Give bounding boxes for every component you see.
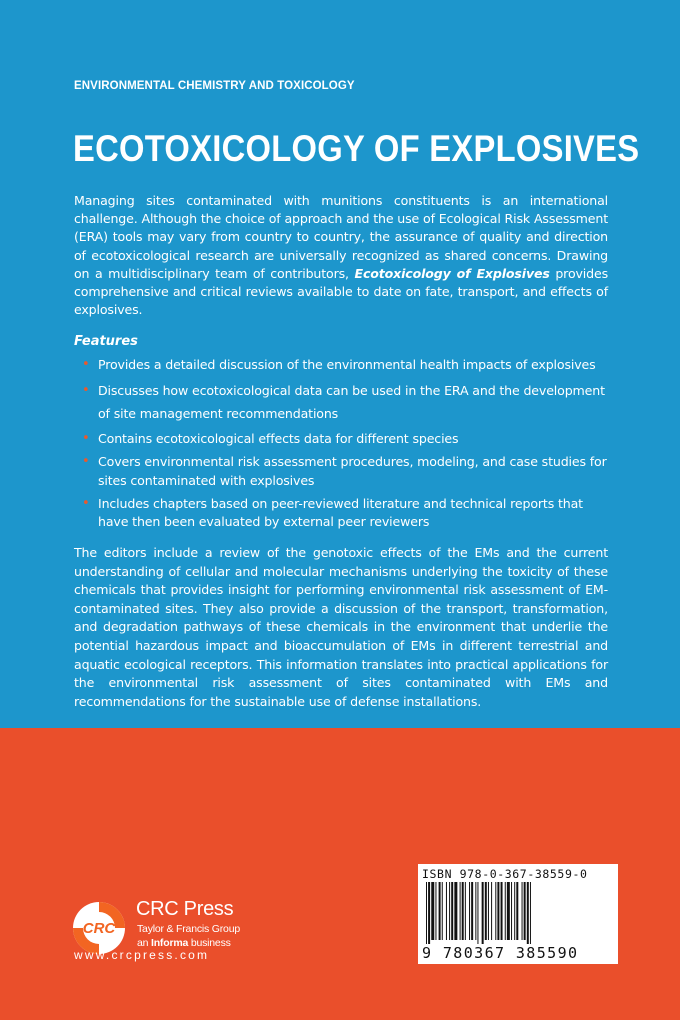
- barcode-bar: [446, 882, 447, 940]
- barcode-bar: [462, 882, 464, 940]
- feature-item: [78, 495, 608, 531]
- barcode-bar: [516, 882, 518, 940]
- crc-logo-icon: [72, 901, 126, 955]
- summary-paragraph: The editors include a review of the genotoxic effects of the EMs and the current understanding of cellular and molecular mechanisms underlying the toxicity of these chemicals that provides insight for performing environmental risk assessment of EM-contaminated sites. They also provide a discussion of the transport, transformation, and degradation pathways of these chemicals in the environment that underlie the potential hazardous impact and bioaccumulation of EMs in different terrestrial and aquatic ecological receptors. This information translates into practical applications for the environmental risk assessment of sites contaminated with EMs and recommendations for the sustainable use of defense installations.: [74, 545, 608, 709]
- barcode-bar: [428, 882, 430, 944]
- informa-brand: Informa: [151, 937, 189, 949]
- barcode-bar: [439, 882, 441, 940]
- isbn-label: ISBN 978-0-367-38559-0: [422, 867, 588, 881]
- bullet-icon: •: [82, 357, 90, 372]
- crc-logo-text: CRC: [82, 920, 116, 937]
- bullet-icon: •: [82, 431, 90, 447]
- publisher-group: Taylor & Francis Group: [137, 923, 240, 935]
- barcode-bar: [524, 882, 526, 940]
- barcode-bar: [507, 882, 510, 940]
- intro-paragraph: [74, 192, 608, 319]
- barcode-bar: [511, 882, 512, 940]
- informa-suffix: business: [188, 937, 231, 949]
- feature-text: Discusses how ecotoxicological data can be used in the ERA and the development of site management recommendations: [98, 383, 605, 422]
- features-list: [78, 356, 608, 536]
- barcode-bar: [501, 882, 503, 940]
- barcode-bar: [497, 882, 499, 940]
- informa-prefix: an: [137, 937, 151, 949]
- barcode-bar: [491, 882, 492, 940]
- barcode-bar: [514, 882, 515, 940]
- feature-text: Provides a detailed discussion of the environmental health impacts of explosives: [98, 357, 596, 372]
- barcode-bars: [424, 882, 612, 944]
- feature-item: [78, 356, 608, 374]
- publisher-name: CRC Press: [136, 898, 234, 920]
- barcode-bar: [495, 882, 496, 940]
- feature-item: [78, 430, 608, 448]
- intro-text-before: Managing sites contaminated with munitions constituents is an international challenge. Although the choice of approach and the use of Ecological Risk Assessment (ERA) tools may vary from country to country, the assurance of quality and direction of ecotoxicological research are universally recognized as shared concerns. Drawing on a multidisciplinary team of contributors,: [74, 193, 608, 281]
- features-heading: Features: [74, 334, 138, 349]
- feature-text: Covers environmental risk assessment procedures, modeling, and case studies for sites contaminated with explosives: [98, 454, 607, 488]
- bullet-icon: •: [82, 383, 90, 399]
- barcode-bar: [477, 882, 478, 944]
- isbn-barcode: [418, 864, 618, 964]
- publisher-url[interactable]: www.crcpress.com: [74, 948, 210, 962]
- barcode-bar: [522, 882, 523, 940]
- book-title: ECOTOXICOLOGY OF EXPLOSIVES: [73, 128, 640, 169]
- barcode-bar: [449, 882, 450, 940]
- bullet-icon: •: [82, 454, 90, 470]
- feature-text: Includes chapters based on peer-reviewed literature and technical reports that have then been evaluated by external peer reviewers: [98, 495, 583, 530]
- intro-text-after: provides comprehensive and critical reviews available to date on fate, transport, and effects of explosives.: [74, 265, 608, 318]
- barcode-digits: 9 780367 385590: [422, 944, 579, 962]
- barcode-bar: [435, 882, 436, 940]
- barcode-bar: [442, 882, 443, 940]
- barcode-bar: [485, 882, 487, 940]
- feature-text: Contains ecotoxicological effects data for different species: [98, 431, 459, 447]
- barcode-bar: [527, 882, 529, 944]
- series-name: ENVIRONMENTAL CHEMISTRY AND TOXICOLOGY: [74, 80, 355, 92]
- barcode-bar: [471, 882, 473, 940]
- barcode-bar: [482, 882, 484, 944]
- bullet-icon: •: [82, 495, 90, 511]
- barcode-bar: [488, 882, 489, 940]
- intro-book-title: Ecotoxicology of Explosives: [354, 265, 550, 281]
- barcode-bar: [426, 882, 427, 944]
- barcode-bar: [530, 882, 531, 944]
- barcode-bar: [431, 882, 434, 940]
- barcode-bar: [469, 882, 470, 940]
- barcode-bar: [454, 882, 457, 940]
- barcode-bar: [451, 882, 453, 940]
- feature-item: [78, 379, 608, 425]
- feature-item: [78, 453, 608, 489]
- barcode-bar: [460, 882, 461, 940]
- barcode-bar: [505, 882, 506, 940]
- barcode-bar: [475, 882, 476, 940]
- barcode-bar: [465, 882, 466, 940]
